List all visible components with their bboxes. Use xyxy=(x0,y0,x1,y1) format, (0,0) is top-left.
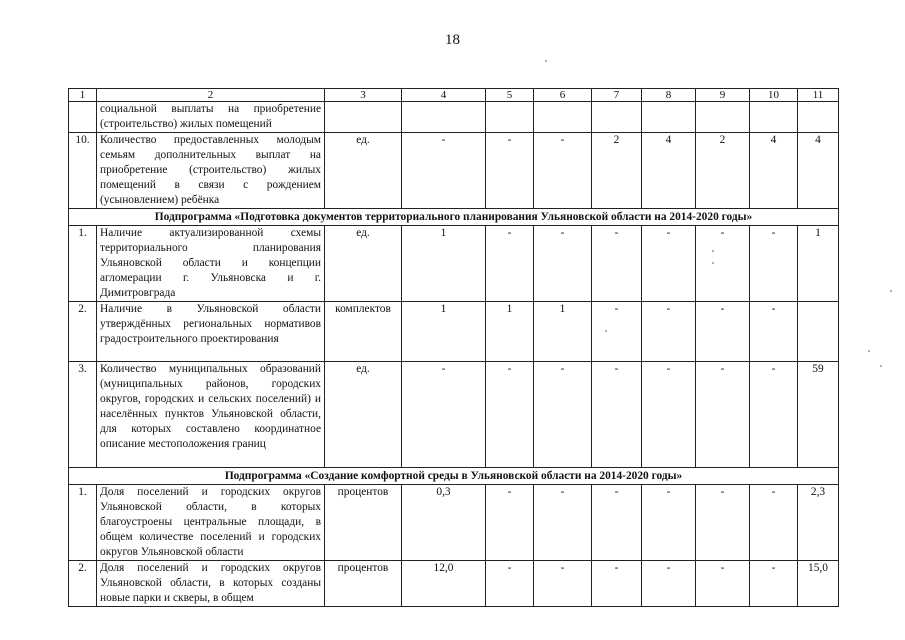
value-cell: 1 xyxy=(534,302,592,362)
scan-speck xyxy=(712,262,714,264)
value-cell: - xyxy=(642,302,696,362)
value-cell: - xyxy=(402,362,486,468)
value-cell: 15,0 xyxy=(798,561,839,607)
value-cell xyxy=(750,102,798,133)
table-row xyxy=(69,226,839,302)
value-cell: - xyxy=(592,226,642,302)
value-cell: - xyxy=(486,561,534,607)
value-cell: - xyxy=(486,485,534,561)
value-cell: 59 xyxy=(798,362,839,468)
row-number: 10. xyxy=(69,133,97,209)
value-cell: - xyxy=(402,133,486,209)
unit-cell: процентов xyxy=(325,561,402,607)
header-row xyxy=(69,89,839,102)
value-cell: 2 xyxy=(696,133,750,209)
value-cell: 1 xyxy=(798,226,839,302)
value-cell: - xyxy=(696,302,750,362)
indicators-table xyxy=(68,88,839,607)
row-number: 3. xyxy=(69,362,97,468)
value-cell: - xyxy=(750,362,798,468)
value-cell: - xyxy=(534,226,592,302)
indicator-name: Наличие в Ульяновской области утверждённых региональных нормативов градостроительного проектирования xyxy=(97,302,325,362)
value-cell xyxy=(798,302,839,362)
section-title: Подпрограмма «Создание комфортной среды в Ульяновской области на 2014-2020 годы» xyxy=(69,468,839,485)
value-cell xyxy=(534,102,592,133)
value-cell xyxy=(402,102,486,133)
header-cell: 2 xyxy=(97,89,325,102)
value-cell: 0,3 xyxy=(402,485,486,561)
value-cell: 4 xyxy=(798,133,839,209)
scan-speck xyxy=(868,350,870,352)
value-cell: 1 xyxy=(402,226,486,302)
scan-speck xyxy=(880,365,882,367)
value-cell: 12,0 xyxy=(402,561,486,607)
value-cell xyxy=(486,102,534,133)
row-number: 2. xyxy=(69,561,97,607)
section-row xyxy=(69,468,839,485)
unit-cell: процентов xyxy=(325,485,402,561)
unit-cell: ед. xyxy=(325,226,402,302)
value-cell: - xyxy=(696,226,750,302)
value-cell xyxy=(642,102,696,133)
header-cell: 3 xyxy=(325,89,402,102)
table-row xyxy=(69,302,839,362)
value-cell xyxy=(798,102,839,133)
value-cell: 2,3 xyxy=(798,485,839,561)
table-row xyxy=(69,102,839,133)
row-number: 1. xyxy=(69,485,97,561)
table-row xyxy=(69,133,839,209)
value-cell: - xyxy=(696,485,750,561)
row-number xyxy=(69,102,97,133)
value-cell: 1 xyxy=(486,302,534,362)
header-cell: 7 xyxy=(592,89,642,102)
row-number: 1. xyxy=(69,226,97,302)
value-cell: - xyxy=(642,362,696,468)
value-cell: - xyxy=(534,133,592,209)
indicator-name: Доля поселений и городских округов Ульяновской области, в которых благоустроены центральные площади, в общем количестве поселений и городских округов Ульяновской области xyxy=(97,485,325,561)
value-cell: - xyxy=(750,302,798,362)
value-cell: - xyxy=(534,485,592,561)
table-row xyxy=(69,362,839,468)
table-row xyxy=(69,561,839,607)
section-title: Подпрограмма «Подготовка документов территориального планирования Ульяновской области на 2014-2020 годы» xyxy=(69,209,839,226)
value-cell: - xyxy=(592,302,642,362)
row-number: 2. xyxy=(69,302,97,362)
header-cell: 5 xyxy=(486,89,534,102)
unit-cell xyxy=(325,102,402,133)
value-cell xyxy=(696,102,750,133)
value-cell: 4 xyxy=(750,133,798,209)
value-cell: - xyxy=(486,226,534,302)
value-cell: - xyxy=(750,485,798,561)
value-cell: - xyxy=(642,561,696,607)
page-number: 18 xyxy=(445,32,460,48)
header-cell: 1 xyxy=(69,89,97,102)
header-cell: 4 xyxy=(402,89,486,102)
unit-cell: комплектов xyxy=(325,302,402,362)
value-cell: 2 xyxy=(592,133,642,209)
section-row xyxy=(69,209,839,226)
header-cell: 6 xyxy=(534,89,592,102)
value-cell: - xyxy=(592,561,642,607)
unit-cell: ед. xyxy=(325,133,402,209)
indicator-name: Наличие актуализированной схемы территориального планирования Ульяновской области и концепции агломерации г. Ульяновска и г. Димитровграда xyxy=(97,226,325,302)
value-cell: - xyxy=(486,133,534,209)
value-cell: - xyxy=(534,362,592,468)
value-cell: - xyxy=(696,561,750,607)
value-cell: - xyxy=(750,561,798,607)
scan-speck xyxy=(890,290,892,292)
value-cell: - xyxy=(750,226,798,302)
indicator-name: социальной выплаты на приобретение (строительство) жилых помещений xyxy=(97,102,325,133)
value-cell: 4 xyxy=(642,133,696,209)
scan-speck xyxy=(605,330,607,332)
header-cell: 8 xyxy=(642,89,696,102)
value-cell: - xyxy=(534,561,592,607)
indicator-name: Доля поселений и городских округов Ульяновской области, в которых созданы новые парки и скверы, в общем xyxy=(97,561,325,607)
value-cell: - xyxy=(642,226,696,302)
header-cell: 11 xyxy=(798,89,839,102)
scan-speck xyxy=(545,60,547,62)
header-cell: 9 xyxy=(696,89,750,102)
indicator-name: Количество муниципальных образований (муниципальных районов, городских округов, городских и сельских поселений) и населённых пунктов Ульяновской области, для которых составлено координатное описание местоположения границ xyxy=(97,362,325,468)
value-cell: 1 xyxy=(402,302,486,362)
value-cell: - xyxy=(486,362,534,468)
table-row xyxy=(69,485,839,561)
value-cell: - xyxy=(696,362,750,468)
header-cell: 10 xyxy=(750,89,798,102)
value-cell xyxy=(592,102,642,133)
value-cell: - xyxy=(592,362,642,468)
value-cell: - xyxy=(642,485,696,561)
value-cell: - xyxy=(592,485,642,561)
unit-cell: ед. xyxy=(325,362,402,468)
scan-speck xyxy=(712,250,714,252)
indicator-name: Количество предоставленных молодым семьям дополнительных выплат на приобретение (строительство) жилых помещений в связи с рождением (усыновлением) ребёнка xyxy=(97,133,325,209)
